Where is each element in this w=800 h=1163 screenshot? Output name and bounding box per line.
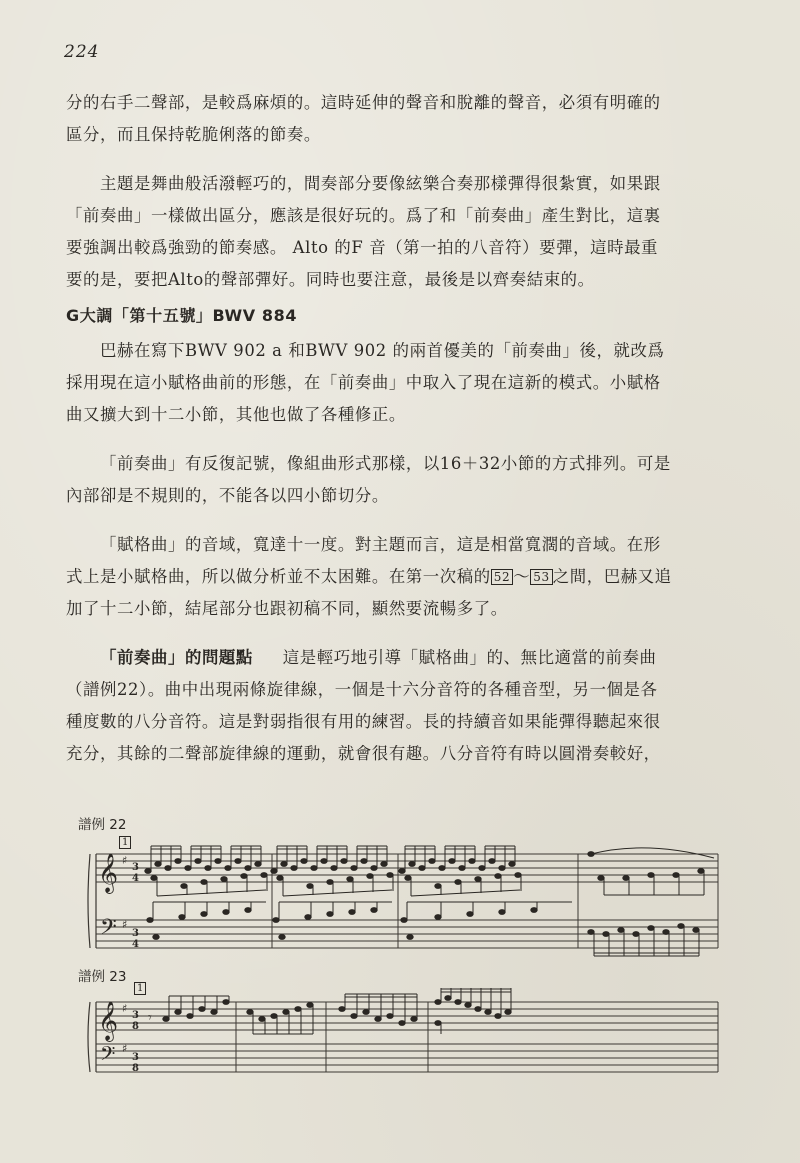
page-number: 224: [64, 42, 100, 62]
svg-text:3: 3: [132, 1052, 139, 1063]
svg-text:3: 3: [132, 928, 139, 939]
text-line-3: 主題是舞曲般活潑輕巧的，間奏部分要像絃樂合奏那樣彈得很紮實，如果跟: [100, 174, 661, 193]
example-23-measure-box: 1: [134, 982, 146, 995]
range-tilde: 〜: [513, 567, 531, 586]
svg-text:♯: ♯: [122, 1002, 128, 1015]
text-line-10: 「前奏曲」有反復記號，像組曲形式那樣，以16＋32小節的方式排列。可是: [100, 454, 671, 473]
measure-box-53: 53: [530, 569, 552, 585]
example-23-bass-staff: [96, 1044, 718, 1072]
text-line-16: （譜例22）。曲中出現兩條旋律線，一個是十六分音符的各種音型，另一個是各: [66, 680, 658, 699]
text-line-11: 內部卻是不規則的，不能各以四小節切分。: [66, 486, 389, 505]
text-line-13-end: 之間，巴赫又追: [552, 567, 672, 586]
text-line-15-body: 這是輕巧地引導「賦格曲」的、無比適當的前奏曲: [282, 648, 657, 667]
text-line-15: [100, 647, 782, 669]
text-line-12: 「賦格曲」的音域，寬達十一度。對主題而言，這是相當寬濶的音域。在形: [100, 535, 661, 554]
measure-box-52: 52: [491, 569, 513, 585]
example-22-measure-box: 1: [119, 836, 131, 849]
text-line-18: 充分，其餘的二聲部旋律線的運動，就會很有趣。八分音符有時以圓滑奏較好，: [66, 744, 661, 763]
text-line-8: 採用現在這小賦格曲前的形態，在「前奏曲」中取入了現在這新的模式。小賦格: [66, 373, 661, 392]
svg-text:8: 8: [132, 1063, 139, 1074]
example-23-caption: 譜例 23: [78, 969, 127, 985]
example-22-caption: 譜例 22: [78, 817, 127, 833]
svg-text:♯: ♯: [122, 918, 128, 931]
svg-text:𝄢: 𝄢: [100, 1042, 116, 1070]
svg-text:𝄢: 𝄢: [100, 915, 117, 945]
svg-text:4: 4: [132, 873, 139, 884]
svg-text:3: 3: [132, 862, 139, 873]
text-line-5: 要強調出較爲強勁的節奏感。 Alto 的F 音（第一拍的八音符）要彈，這時最重: [66, 238, 659, 257]
svg-text:3: 3: [132, 1010, 139, 1021]
svg-text:8: 8: [132, 1021, 139, 1032]
example-22-score: [86, 840, 726, 962]
text-line-1: 分的右手二聲部，是較爲麻煩的。這時延伸的聲音和脫離的聲音，必須有明確的: [66, 93, 661, 112]
svg-text:𝄾: 𝄾: [148, 1010, 152, 1026]
svg-text:𝄞: 𝄞: [98, 853, 119, 893]
text-line-13: [66, 566, 748, 588]
example-23-score: [86, 988, 726, 1078]
text-line-2: 區分，而且保持乾脆俐落的節奏。: [66, 125, 321, 144]
text-line-9: 曲又擴大到十二小節，其他也做了各種修正。: [66, 405, 406, 424]
text-line-13-start: 式上是小賦格曲，所以做分析並不太困難。在第一次稿的: [66, 567, 491, 586]
text-line-7: 巴赫在寫下BWV 902 a 和BWV 902 的兩首優美的「前奏曲」後，就改爲: [100, 341, 665, 360]
svg-text:4: 4: [132, 939, 139, 950]
example-22-bass-staff: [96, 920, 718, 948]
text-line-4: 「前奏曲」一樣做出區分，應該是很好玩的。爲了和「前奏曲」產生對比，這裏: [66, 206, 661, 225]
svg-text:♯: ♯: [122, 854, 128, 867]
example-22-notes: [145, 846, 714, 956]
subheading-prelude-problem: 「前奏曲」的問題點: [100, 648, 253, 667]
svg-text:𝄞: 𝄞: [98, 1001, 119, 1041]
svg-text:♯: ♯: [122, 1042, 128, 1055]
text-line-6: 要的是，要把Alto的聲部彈好。同時也要注意，最後是以齊奏結束的。: [66, 270, 595, 289]
section-heading: G大調「第十五號」BWV 884: [66, 306, 298, 325]
text-line-17: 種度數的八分音符。這是對弱指很有用的練習。長的持續音如果能彈得聽起來很: [66, 712, 661, 731]
text-line-14: 加了十二小節，結尾部分也跟初稿不同，顯然要流暢多了。: [66, 599, 508, 618]
